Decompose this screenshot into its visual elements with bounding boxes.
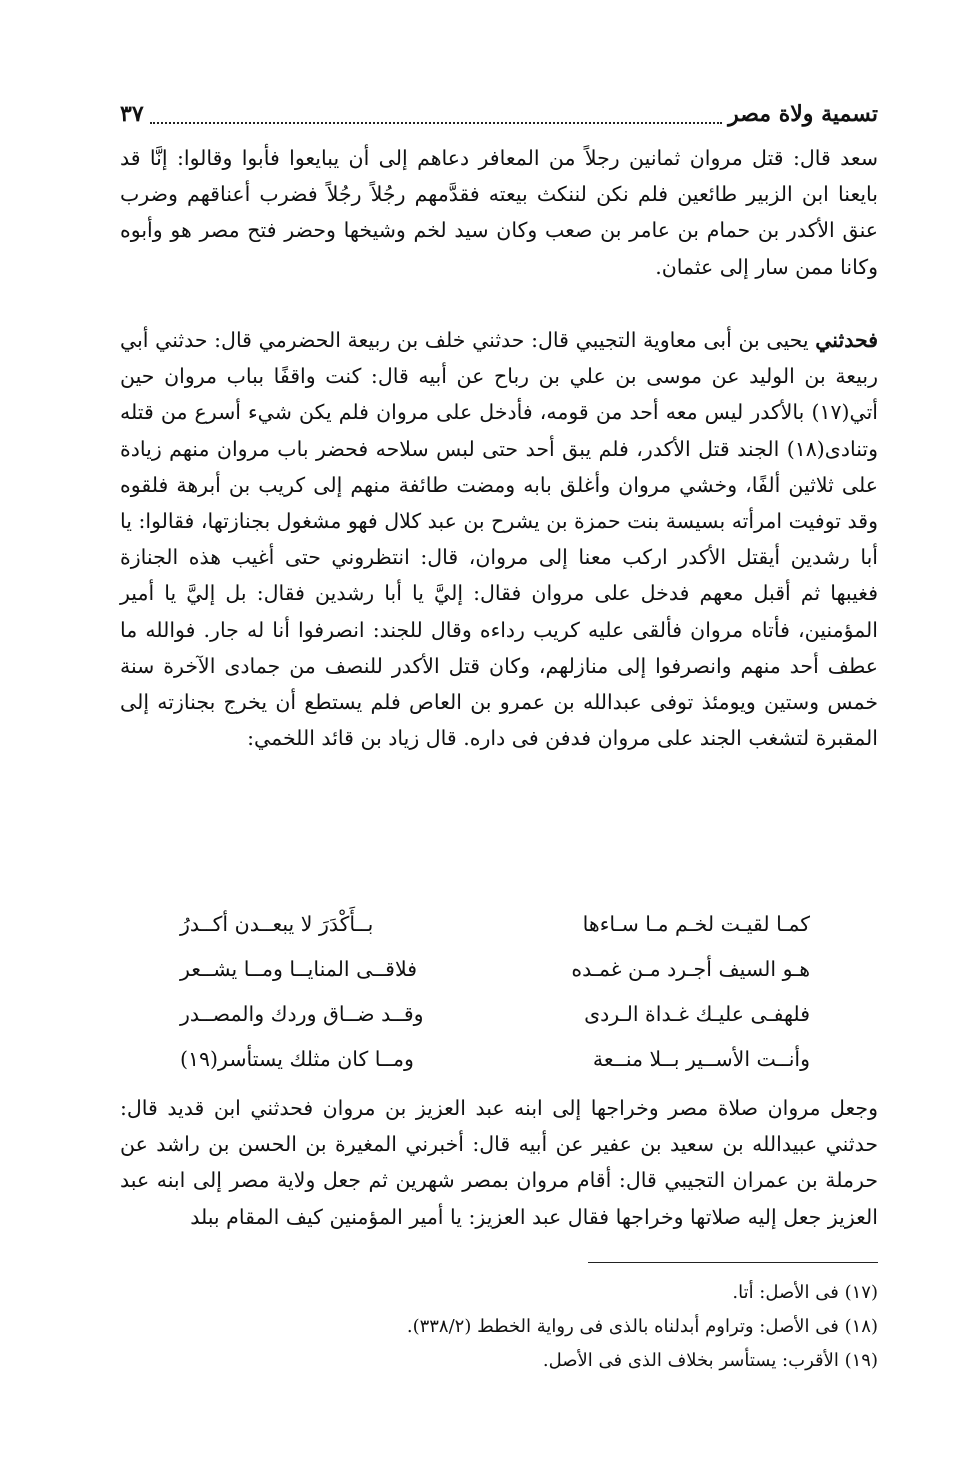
dot-leader [150, 104, 722, 124]
verse-second-half: وقــد ضــاق وردك والمصــدر [180, 1002, 424, 1026]
poem-verse [180, 992, 810, 1037]
poem-verse [180, 1037, 810, 1082]
footnote: (١٩) الأقرب: يستأسر بخلاف الذى فى الأصل. [542, 1350, 878, 1371]
verse-first-half: هـو السيف أجـرد مـن غمـده [571, 957, 810, 981]
verse-second-half: ومــا كان مثلك يستأسر(١٩) [180, 1047, 414, 1071]
poem-verse [180, 947, 810, 992]
paragraph-text: سعد قال: قتل مروان ثمانين رجلاً من المعافر دعاهم إلى أن يبايعوا فأبوا وقالوا: إنَّا قد بايعنا ابن الزبير طائعين فلم نكن لننكث بيعته فقدَّمهم رجُلاً رجُلاً فضرب أعناقهم وضرب عنق الأكدر بن حمام بن عامر بن صعب وكان سيد لخم وشيخها وحضر فتح مصر هو وأبوه وكانا ممن سار إلى عثمان. [120, 146, 878, 279]
verse-second-half: بــأَكْدَرَ لا يبعــدن أكــدرُ [180, 912, 374, 936]
verse-first-half: كمـا لقيـت لخـم مـا سـاءها [582, 912, 810, 936]
paragraph-text: يحيى بن أبى معاوية التجيبي قال: حدثني خلف بن ربيعة الحضرمي قال: حدثني أبي ربيعة بن الوليد عن موسى بن علي بن رباح عن أبيه قال: كنت واقفًا بباب مروان حين أتي(١٧) بالأكدر ليس معه أحد من قومه، فأدخل على مروان فلم يكن شيء أسرع من قتله وتنادى(١٨) الجند قتل الأكدر، فلم يبق أحد حتى لبس سلاحه فحضر باب مروان منهم زيادة على ثلاثين ألفًا، وخشي مروان وأغلق بابه ومضت طائفة منهم إلى كريب بن أبرهة فلقوه وقد توفيت امرأته بسيسة بنت حمزة بن يشرح بن عبد كلال فهو مشغول بجنازتها، فقالوا: يا أبا رشدين أيقتل الأكدر اركب معنا إلى مروان، قال: انتظروني حتى أغيب هذه الجنازة فغيبها ثم أقبل معهم فدخل على مروان فقال: إليَّ يا أبا رشدين فقال: بل إليَّ يا أمير المؤمنين، فأتاه مروان فألقى عليه كريب رداءه وقال للجند: انصرفوا أنا له جار. فوالله ما عطف أحد منهم وانصرفوا إلى منازلهم، وكان قتل الأكدر للنصف من جمادى الآخرة سنة خمس وستين ويومئذ توفى عبدالله بن عمرو بن العاص فلم يستطع أن يخرج بجنازته إلى المقبرة لتشغب الجند على مروان فدفن فى داره. قال زياد بن قائد اللخمي: [120, 328, 878, 751]
poem-verse [180, 902, 810, 947]
poem [180, 902, 810, 1082]
footnote: (١٧) فى الأصل: أتا. [732, 1282, 878, 1303]
footnote-divider [588, 1262, 878, 1263]
footnote: (١٨) فى الأصل: وتراوم أبدلناه بالذى فى رواية الخطط (٣٣٨/٢). [406, 1316, 878, 1337]
running-header [120, 96, 878, 132]
footnotes [120, 1276, 878, 1378]
page-number: ٣٧ [120, 101, 144, 127]
chapter-title: تسمية ولاة مصر [728, 101, 878, 127]
verse-first-half: وأنــت الأســير بــلا منــعة [592, 1047, 810, 1071]
paragraph-1 [120, 140, 878, 285]
verse-first-half: فلهفـى عليـك غـداة الـردى [584, 1002, 810, 1026]
paragraph-lead: فحدثني [815, 328, 878, 352]
paragraph-text: وجعل مروان صلاة مصر وخراجها إلى ابنه عبد العزيز بن مروان فحدثني ابن قديد قال: حدثني عبيدالله بن سعيد بن عفير عن أبيه قال: أخبرني المغيرة بن الحسن بن راشد عن حرملة بن عمران التجيبي قال: أقام مروان بمصر شهرين ثم جعل ولاية مصر إلى ابنه عبد العزيز جعل إليه صلاتها وخراجها فقال عبد العزيز: يا أمير المؤمنين كيف المقام ببلد [120, 1096, 878, 1229]
paragraph-3 [120, 1090, 878, 1235]
verse-second-half: فلاقــى المنايــا ومــا يشــعر [180, 957, 418, 981]
paragraph-2 [120, 322, 878, 756]
